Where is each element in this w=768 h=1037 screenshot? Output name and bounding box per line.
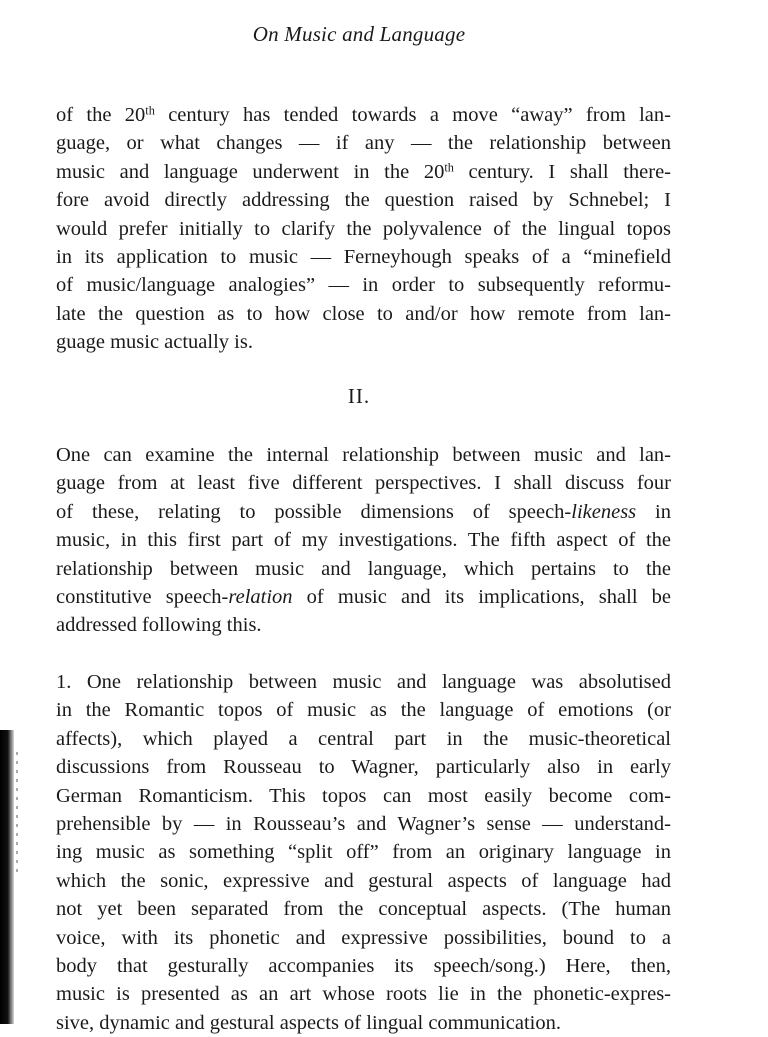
text-line (56, 441, 671, 469)
text-segment: not yet been separated from the conceptual aspects. (The human (56, 898, 671, 921)
text-line (56, 725, 671, 753)
text-line (56, 696, 671, 724)
text-line (56, 555, 671, 583)
text-segment: constitutive speech- (56, 585, 229, 608)
text-line (56, 1009, 671, 1037)
text-segment: fore avoid directly addressing the question raised by Schnebel; I (56, 189, 671, 212)
text-segment: of the 20 (56, 104, 146, 126)
text-line (56, 980, 671, 1008)
text-segment: relationship between music and language, which pertains to the (56, 557, 671, 580)
superscript: th (444, 160, 454, 175)
emphasis-text: likeness (571, 500, 637, 523)
paragraph-perspectives (56, 441, 671, 640)
text-line (56, 158, 671, 186)
text-line (56, 924, 671, 952)
text-line (56, 186, 671, 214)
text-line (56, 895, 671, 923)
text-line (56, 498, 671, 526)
text-line (56, 328, 671, 356)
text-segment: guage music actually is. (56, 331, 253, 354)
text-line (56, 271, 671, 299)
paragraph-continuation (56, 101, 671, 357)
text-segment: music and language underwent in the 20 (56, 160, 445, 183)
text-segment: of music/language analogies” — in order to subsequently reformu- (56, 274, 671, 297)
running-head: On Music and Language (252, 22, 466, 46)
text-segment: century has tended towards a move “away” from lan- (154, 104, 671, 126)
text-line (56, 782, 671, 810)
text-line (56, 101, 671, 129)
text-segment: 1. One relationship between music and language was absolutised (56, 671, 671, 693)
text-segment: body that gesturally accompanies its speech/song.) Here, then, (56, 954, 671, 977)
text-segment: music, in this first part of my investigations. The fifth aspect of the (56, 529, 671, 552)
text-segment: in its application to music — Ferneyhough speaks of a “minefield (56, 245, 671, 268)
text-line (56, 952, 671, 980)
text-segment: ing music as something “split off” from an originary language in (56, 841, 671, 864)
text-segment: century. I shall there- (453, 160, 672, 183)
text-segment: prehensible by — in Rousseau’s and Wagner’s sense — understand- (56, 812, 671, 835)
text-segment: late the question as to how close to and/or how remote from lan- (56, 302, 671, 325)
text-segment: in (636, 500, 671, 523)
superscript: th (145, 103, 155, 118)
text-line (56, 753, 671, 781)
text-line (56, 838, 671, 866)
text-line (56, 611, 671, 639)
page-binding-shadow (0, 730, 14, 1024)
text-segment: of these, relating to possible dimensions of speech- (56, 500, 572, 523)
text-segment: in the Romantic topos of music as the language of emotions (or (56, 699, 671, 722)
text-line (56, 129, 671, 157)
text-line (56, 583, 671, 611)
text-segment: which the sonic, expressive and gestural aspects of language had (56, 869, 671, 892)
text-segment: music is presented as an art whose roots lie in the phonetic-expres- (56, 983, 671, 1006)
text-segment: of music and its implications, shall be (292, 585, 671, 608)
text-line (56, 215, 671, 243)
paragraph-point-one (56, 668, 671, 1037)
text-line (56, 668, 671, 696)
text-line (56, 810, 671, 838)
text-segment: voice, with its phonetic and expressive possibilities, bound to a (56, 926, 671, 949)
text-line (56, 526, 671, 554)
text-line (56, 469, 671, 497)
text-segment: sive, dynamic and gestural aspects of lingual communication. (56, 1011, 561, 1034)
text-segment: guage, or what changes — if any — the relationship between (56, 132, 671, 155)
section-heading: II. (347, 384, 371, 408)
text-line (56, 243, 671, 271)
text-segment: addressed following this. (56, 614, 262, 637)
text-segment: would prefer initially to clarify the polyvalence of the lingual topos (56, 217, 671, 240)
emphasis-text: relation (228, 585, 293, 608)
text-segment: discussions from Rousseau to Wagner, particularly also in early (56, 756, 671, 779)
text-segment: affects), which played a central part in the music-theoretical (56, 727, 671, 750)
text-segment: German Romanticism. This topos can most easily become com- (56, 784, 671, 807)
text-line (56, 300, 671, 328)
text-segment: One can examine the internal relationship between music and lan- (56, 444, 671, 466)
text-line (56, 867, 671, 895)
page-binding-speck (16, 752, 18, 872)
text-segment: guage from at least five different perspectives. I shall discuss four (56, 472, 671, 495)
